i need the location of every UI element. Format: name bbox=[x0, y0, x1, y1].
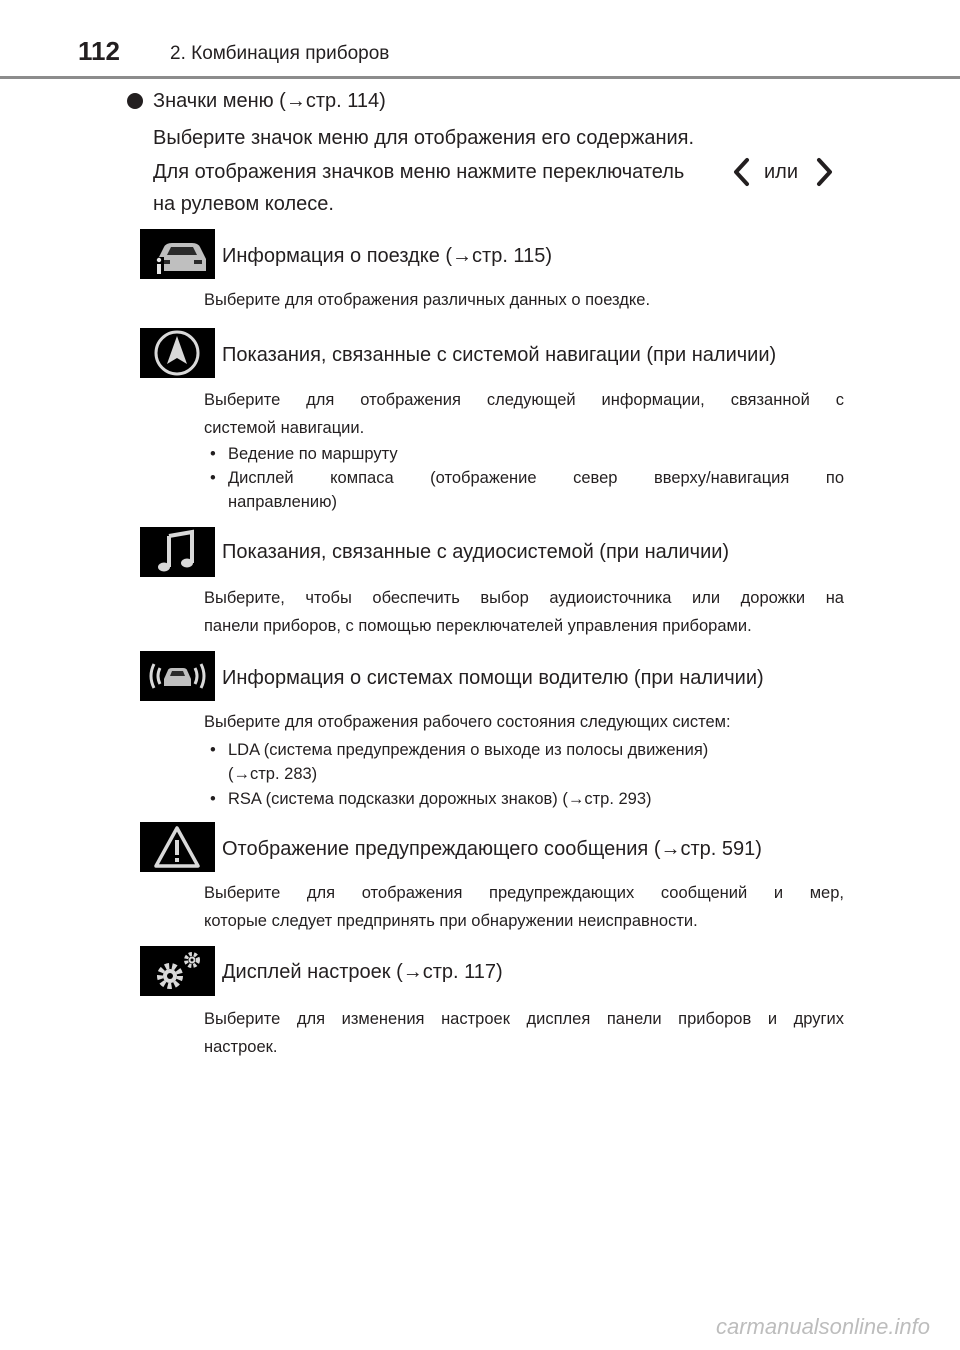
car-info-icon bbox=[140, 229, 215, 279]
intro-heading: Значки меню (→стр. 114) bbox=[153, 90, 386, 112]
item-description: Выберите для отображения различных данных о поездке. bbox=[204, 291, 651, 309]
intro-line-3: на рулевом колесе. bbox=[153, 193, 334, 215]
intro-line-2: Для отображения значков меню нажмите переключатель bbox=[153, 161, 685, 183]
music-note-icon bbox=[140, 527, 215, 577]
settings-gears-icon bbox=[140, 946, 215, 996]
list-bullet: • bbox=[210, 790, 216, 808]
item-title: Информация о поездке (→стр. 115) bbox=[222, 245, 552, 267]
item-description: Выберите для изменения настроек дисплея панели приборов и других bbox=[204, 1010, 844, 1028]
list-item: RSA (система подсказки дорожных знаков) (→стр. 293) bbox=[228, 790, 652, 808]
list-bullet: • bbox=[210, 741, 216, 759]
warning-triangle-icon bbox=[140, 822, 215, 872]
list-bullet: • bbox=[210, 445, 216, 463]
item-description-cont: настроек. bbox=[204, 1038, 278, 1056]
list-item: Дисплей компаса (отображение север вверху/навигация по bbox=[228, 469, 844, 487]
item-title: Дисплей настроек (→стр. 117) bbox=[222, 961, 503, 983]
watermark: carmanualsonline.info bbox=[715, 1314, 930, 1339]
item-title: Информация о системах помощи водителю (при наличии) bbox=[222, 667, 764, 689]
intro-line-1: Выберите значок меню для отображения его содержания. bbox=[153, 127, 695, 149]
item-title: Показания, связанные с аудиосистемой (при наличии) bbox=[222, 541, 730, 563]
item-description: Выберите для отображения следующей информации, связанной с bbox=[204, 391, 844, 409]
driver-assist-icon bbox=[140, 651, 215, 701]
item-description: Выберите для отображения рабочего состояния следующих систем: bbox=[204, 713, 731, 731]
item-title: Отображение предупреждающего сообщения (→стр. 591) bbox=[222, 838, 762, 860]
item-description-cont: которые следует предпринять при обнаружении неисправности. bbox=[204, 912, 698, 930]
header-divider bbox=[0, 76, 960, 79]
list-item-cont: (→стр. 283) bbox=[228, 765, 318, 783]
section-title: 2. Комбинация приборов bbox=[170, 43, 390, 64]
list-item-cont: направлению) bbox=[228, 493, 337, 511]
item-description: Выберите, чтобы обеспечить выбор аудиоисточника или дорожки на bbox=[204, 589, 844, 607]
intro-or: или bbox=[764, 161, 799, 183]
item-description-cont: системой навигации. bbox=[204, 419, 365, 437]
item-description-cont: панели приборов, с помощью переключателей управления приборами. bbox=[204, 617, 752, 635]
item-title: Показания, связанные с системой навигации (при наличии) bbox=[222, 344, 777, 366]
bullet-dot bbox=[127, 93, 143, 109]
chevron-right-icon bbox=[812, 157, 836, 187]
list-item: Ведение по маршруту bbox=[228, 445, 398, 463]
chevron-left-icon bbox=[730, 157, 754, 187]
page-header bbox=[0, 0, 960, 78]
list-bullet: • bbox=[210, 469, 216, 487]
navigation-compass-icon bbox=[140, 328, 215, 378]
page-number: 112 bbox=[78, 36, 120, 66]
item-description: Выберите для отображения предупреждающих сообщений и мер, bbox=[204, 884, 844, 902]
list-item: LDA (система предупреждения о выходе из полосы движения) bbox=[228, 741, 709, 759]
